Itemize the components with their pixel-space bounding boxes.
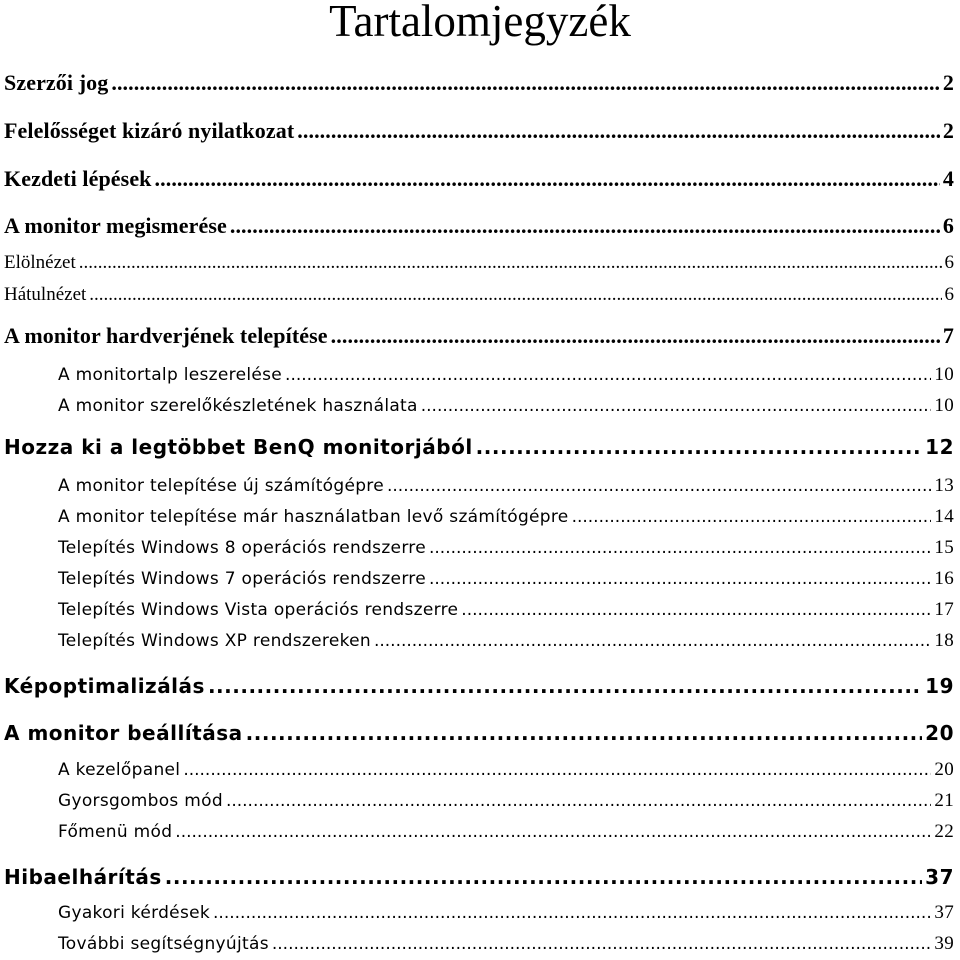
toc-leader-dots (155, 166, 940, 192)
toc-entry-label: Képoptimalizálás (4, 674, 205, 698)
toc-page-number: 7 (942, 323, 954, 348)
toc-entry-label: A monitor megismerése (4, 213, 227, 238)
toc-leader-dots (175, 820, 931, 844)
toc-leader-dots (429, 567, 931, 591)
toc-entry-label: A monitor telepítése új számítógépre (58, 476, 384, 496)
toc-entry-gyakori-kerdesek[interactable] (58, 901, 954, 925)
toc-entry-a-monitor-hardverjenek-telepitese[interactable] (4, 323, 954, 349)
toc-entry-a-kezelopanel[interactable] (58, 758, 954, 782)
toc-leader-dots (476, 434, 922, 460)
toc-entry-label: Gyakori kérdések (58, 903, 211, 923)
toc-entry-elolnezet[interactable] (4, 251, 954, 275)
toc-entry-label: A monitor telepítése már használatban levő számítógépre (58, 507, 569, 527)
toc-entry-hatulnezet[interactable] (4, 283, 954, 307)
toc-leader-dots (79, 251, 942, 275)
toc-entry-telepites-windows-8[interactable] (58, 536, 954, 560)
toc-leader-dots (285, 363, 931, 387)
toc-leader-dots (421, 394, 932, 418)
toc-leader-dots (331, 323, 940, 349)
toc-entry-label: Kezdeti lépések (4, 166, 152, 191)
toc-page-number: 37 (934, 902, 954, 923)
toc-entry-label: Telepítés Windows XP rendszereken (58, 631, 371, 651)
toc-entry-label: További segítségnyújtás (58, 934, 269, 954)
toc-page-number: 18 (934, 630, 954, 651)
toc-leader-dots (89, 283, 941, 307)
toc-page-number: 6 (942, 213, 954, 238)
toc-page-number: 20 (934, 759, 954, 780)
toc-leader-dots (208, 673, 922, 699)
page-title: Tartalomjegyzék (329, 0, 631, 46)
toc-entry-label: Telepítés Windows Vista operációs rendszerre (58, 600, 459, 620)
toc-entry-szerzoi-jog[interactable] (4, 70, 954, 96)
toc-entry-kezdeti-lepesek[interactable] (4, 166, 954, 192)
toc-entry-a-monitor-szerelokeszletenek-hasznalata[interactable] (58, 394, 954, 418)
toc-entry-telepites-uj-szamitogepre[interactable] (58, 474, 954, 498)
toc-entry-a-monitor-beallitasa[interactable] (4, 720, 954, 746)
toc-entry-telepites-windows-xp[interactable] (58, 629, 954, 653)
toc-leader-dots (246, 720, 923, 746)
toc-page-number: 22 (934, 821, 954, 842)
toc-page-number: 12 (925, 435, 954, 459)
toc-page-number: 37 (925, 865, 954, 889)
toc-leader-dots (111, 70, 940, 96)
toc-leader-dots (461, 598, 931, 622)
toc-entry-telepites-windows-7[interactable] (58, 567, 954, 591)
toc-entry-label: Telepítés Windows 7 operációs rendszerre (58, 569, 426, 589)
toc-entry-hozza-ki-a-legtobbet[interactable] (4, 434, 954, 460)
toc-leader-dots (165, 864, 922, 890)
toc-entry-label: Hibaelhárítás (4, 865, 162, 889)
toc-page-number: 4 (942, 166, 954, 191)
toc-entry-label: A monitor szerelőkészletének használata (58, 396, 418, 416)
toc-page-number: 20 (925, 721, 954, 745)
toc-page-number: 10 (934, 395, 954, 416)
toc-page-number: 13 (934, 475, 954, 496)
toc-entry-label: Elölnézet (4, 252, 76, 273)
toc-page-number: 2 (942, 118, 954, 143)
toc-entry-a-monitor-megismerese[interactable] (4, 213, 954, 239)
toc-entry-kepoptimalizalas[interactable] (4, 673, 954, 699)
toc-leader-dots (183, 758, 931, 782)
toc-page-number: 39 (934, 933, 954, 954)
toc-entry-gyorsgombos-mod[interactable] (58, 789, 954, 813)
toc-entry-a-monitortalp-leszerelese[interactable] (58, 363, 954, 387)
toc-entry-telepites-hasznalatban-levo-szamitogepre[interactable] (58, 505, 954, 529)
toc-entry-label: Felelősséget kizáró nyilatkozat (4, 118, 295, 143)
toc-entry-label: Telepítés Windows 8 operációs rendszerre (58, 538, 426, 558)
toc-entry-fomenu-mod[interactable] (58, 820, 954, 844)
toc-entry-label: A kezelőpanel (58, 760, 181, 780)
toc-leader-dots (213, 901, 931, 925)
toc-page-number: 14 (934, 506, 954, 527)
toc-leader-dots (230, 213, 940, 239)
toc-leader-dots (272, 932, 932, 956)
toc-page-number: 6 (944, 284, 954, 305)
toc-page-number: 2 (942, 70, 954, 95)
toc-entry-label: Gyorsgombos mód (58, 791, 223, 811)
toc-entry-label: A monitortalp leszerelése (58, 365, 283, 385)
toc-entry-hibaelharitas[interactable] (4, 864, 954, 890)
toc-entry-felelosseget-kizaro-nyilatkozat[interactable] (4, 118, 954, 144)
toc-leader-dots (572, 505, 932, 529)
toc-entry-label: A monitor beállítása (4, 721, 243, 745)
toc-leader-dots (387, 474, 931, 498)
toc-page-number: 10 (934, 364, 954, 385)
toc-leader-dots (429, 536, 931, 560)
toc-entry-label: Szerzői jog (4, 70, 109, 95)
toc-page-number: 16 (934, 568, 954, 589)
toc-page-number: 17 (934, 599, 954, 620)
toc-page-number: 15 (934, 537, 954, 558)
toc-page-number: 6 (944, 252, 954, 273)
toc-leader-dots (374, 629, 931, 653)
toc-entry-label: A monitor hardverjének telepítése (4, 323, 328, 348)
toc-page-number: 21 (934, 790, 954, 811)
toc-entry-label: Hozza ki a legtöbbet BenQ monitorjából (4, 435, 473, 459)
toc-entry-label: Hátulnézet (4, 284, 87, 305)
toc-entry-label: Főmenü mód (58, 822, 173, 842)
toc-leader-dots (297, 118, 940, 144)
toc-entry-telepites-windows-vista[interactable] (58, 598, 954, 622)
toc-leader-dots (226, 789, 931, 813)
toc-page-number: 19 (925, 674, 954, 698)
toc-entry-tovabbi-segitsegnyujtas[interactable] (58, 932, 954, 956)
